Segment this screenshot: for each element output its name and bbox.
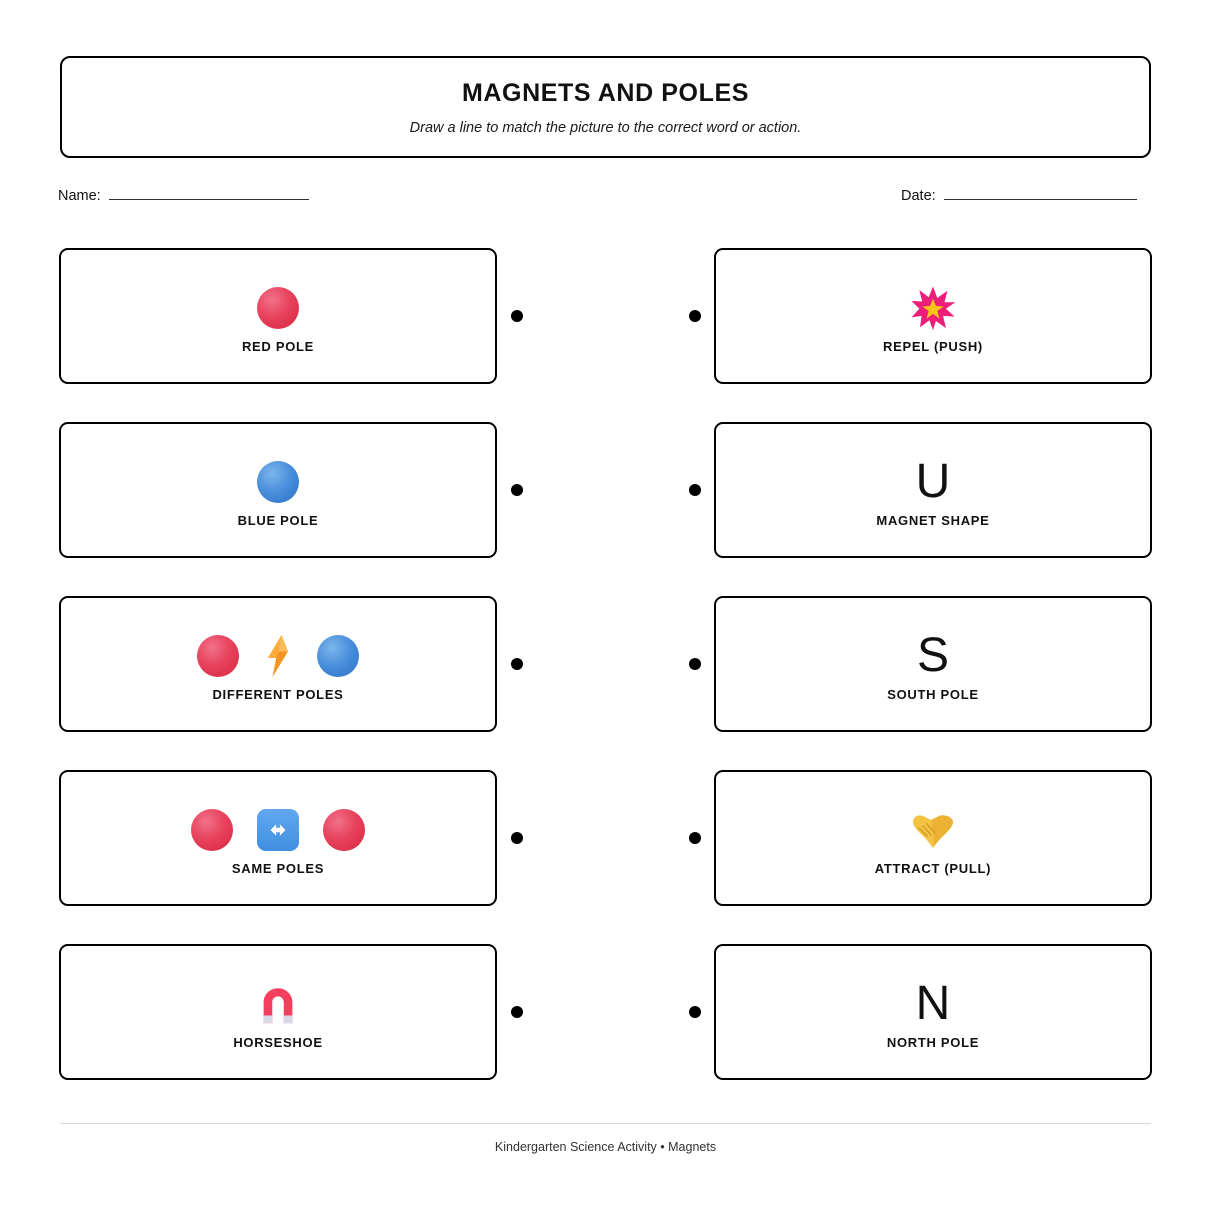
card-figure — [917, 627, 949, 685]
connector-dot-right[interactable] — [689, 484, 701, 496]
match-card-left[interactable] — [59, 596, 497, 732]
card-figure — [916, 453, 951, 511]
connector-dot-left[interactable] — [511, 1006, 523, 1018]
red-circle-icon — [323, 809, 365, 851]
match-card-left[interactable] — [59, 422, 497, 558]
red-circle-icon — [257, 287, 299, 329]
match-card-right[interactable] — [714, 248, 1152, 384]
card-figure — [197, 627, 359, 685]
card-figure — [257, 453, 299, 511]
match-row — [0, 944, 1211, 1084]
card-label: DIFFERENT POLES — [212, 686, 344, 702]
connector-dot-right[interactable] — [689, 310, 701, 322]
north-pole-letter: N — [915, 976, 951, 1030]
lightning-bolt-icon — [263, 634, 293, 678]
match-card-right[interactable] — [714, 596, 1152, 732]
match-card-right[interactable] — [714, 770, 1152, 906]
match-row — [0, 596, 1211, 736]
collision-burst-icon — [910, 285, 956, 331]
connector-dot-left[interactable] — [511, 310, 523, 322]
card-label: ATTRACT (PULL) — [874, 860, 992, 876]
match-card-left[interactable] — [59, 248, 497, 384]
card-label: HORSESHOE — [233, 1034, 323, 1050]
worksheet-header — [60, 56, 1151, 158]
card-figure — [916, 975, 951, 1033]
card-figure — [191, 801, 365, 859]
blue-circle-icon — [257, 461, 299, 503]
match-card-right[interactable] — [714, 944, 1152, 1080]
red-circle-icon — [197, 635, 239, 677]
blue-circle-icon — [317, 635, 359, 677]
worksheet-instructions: Draw a line to match the picture to the correct word or action. — [409, 119, 802, 136]
card-label: MAGNET SHAPE — [876, 512, 990, 528]
date-write-line[interactable] — [944, 198, 1137, 200]
name-write-line[interactable] — [109, 198, 309, 200]
match-row — [0, 422, 1211, 562]
handshake-icon — [909, 808, 957, 852]
south-pole-letter: S — [916, 628, 949, 682]
match-card-left[interactable] — [59, 944, 497, 1080]
connector-dot-right[interactable] — [689, 1006, 701, 1018]
connector-dot-right[interactable] — [689, 832, 701, 844]
card-label: NORTH POLE — [886, 1034, 980, 1050]
card-figure — [909, 801, 957, 859]
match-row — [0, 248, 1211, 388]
match-card-left[interactable] — [59, 770, 497, 906]
date-field[interactable] — [901, 188, 1137, 204]
card-figure — [255, 975, 301, 1033]
card-label: SOUTH POLE — [887, 686, 979, 702]
name-label: Name: — [58, 188, 101, 204]
horseshoe-magnet-icon — [255, 981, 301, 1027]
card-label: REPEL (PUSH) — [883, 338, 983, 354]
connector-dot-right[interactable] — [689, 658, 701, 670]
card-figure — [910, 279, 956, 337]
page-title: MAGNETS AND POLES — [461, 78, 750, 107]
matching-grid — [0, 248, 1211, 1118]
match-row — [0, 770, 1211, 910]
left-right-arrow-icon — [257, 809, 299, 851]
red-circle-icon — [191, 809, 233, 851]
date-label: Date: — [901, 188, 936, 204]
card-label: SAME POLES — [231, 860, 325, 876]
card-label: RED POLE — [241, 338, 315, 354]
card-label: BLUE POLE — [237, 512, 319, 528]
connector-dot-left[interactable] — [511, 484, 523, 496]
footer-divider — [60, 1123, 1151, 1124]
card-figure — [257, 279, 299, 337]
connector-dot-left[interactable] — [511, 832, 523, 844]
footer-caption: Kindergarten Science Activity • Magnets — [494, 1140, 717, 1154]
match-card-right[interactable] — [714, 422, 1152, 558]
connector-dot-left[interactable] — [511, 658, 523, 670]
magnet-shape-letter: U — [915, 454, 951, 508]
name-field[interactable] — [58, 188, 309, 204]
student-info-row — [58, 188, 1151, 214]
